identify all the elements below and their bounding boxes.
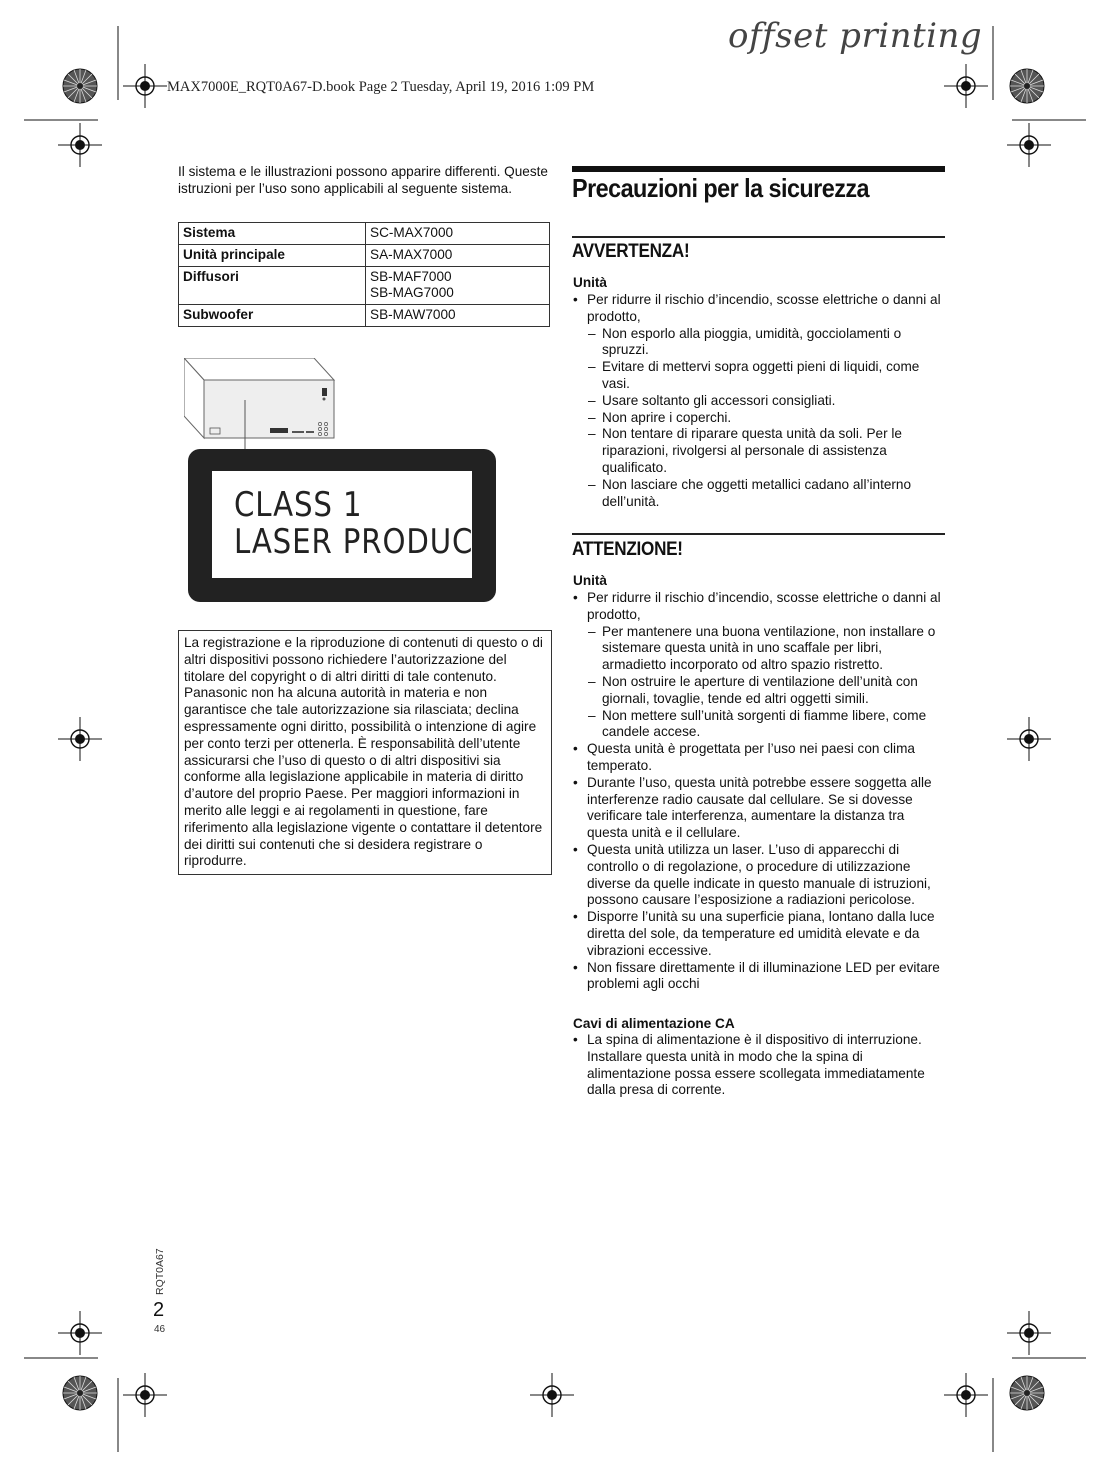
- list-item: • Durante l’uso, questa unità potrebbe essere soggetta alle interferenze radio causate dal cellulare. Se si dovesse verificare tale interferenza, aumentare la distanza tra questa unità e il cellulare.: [573, 775, 945, 842]
- caution-list: [573, 590, 945, 993]
- list-item: • La spina di alimentazione è il dispositivo di interruzione. Installare questa unità in modo che la spina di alimentazione possa essere scollegata immediatamente dalla presa di corrente.: [573, 1032, 945, 1099]
- table-key: Unità principale: [179, 245, 366, 267]
- divider: [572, 533, 945, 535]
- list-item: • Questa unità utilizza un laser. L’uso di apparecchi di controllo o di regolazione, o procedure di utilizzazione diverse da quelle indicate in questo manuale di istruzioni, possono causare l’esposizione a radiazioni pericolose.: [573, 842, 945, 909]
- ac-cable-list: [573, 1032, 945, 1099]
- file-info-line: MAX7000E_RQT0A67-D.book Page 2 Tuesday, April 19, 2016 1:09 PM: [167, 79, 595, 95]
- list-item: – Non lasciare che oggetti metallici cadano all’interno dell’unità.: [573, 477, 945, 511]
- intro-paragraph: Il sistema e le illustrazioni possono apparire differenti. Queste istruzioni per l’uso sono applicabili al seguente sistema.: [178, 164, 548, 196]
- device-illustration: [184, 358, 344, 458]
- list-item: – Non tentare di riparare questa unità da soli. Per le riparazioni, rivolgersi al personale di assistenza qualificato.: [573, 426, 945, 476]
- page-title: Precauzioni per la sicurezza: [572, 173, 870, 203]
- sub-page-number: 46: [154, 1324, 166, 1335]
- table-value: SA-MAX7000: [366, 245, 550, 267]
- caution-subheading: Unità: [573, 573, 607, 588]
- table-key: Subwoofer: [179, 305, 366, 327]
- list-item: – Non aprire i coperchi.: [573, 410, 945, 427]
- table-row: [179, 267, 550, 305]
- list-item: • Disporre l’unità su una superficie piana, lontano dalla luce diretta del sole, da temperature ed umidità elevate e da vibrazioni eccessive.: [573, 909, 945, 959]
- warning-heading: AVVERTENZA!: [572, 241, 690, 262]
- list-item: • Per ridurre il rischio d’incendio, scosse elettriche o danni al prodotto,: [573, 292, 945, 326]
- laser-label: [188, 449, 496, 602]
- offset-printing-label: offset printing: [728, 16, 983, 56]
- list-item: – Non mettere sull’unità sorgenti di fiamme libere, come candele accese.: [573, 708, 945, 742]
- table-key: Diffusori: [179, 267, 366, 305]
- warning-list: [573, 292, 945, 510]
- list-item: – Per mantenere una buona ventilazione, non installare o sistemare questa unità in uno scaffale per libri, armadietto incorporato od altro spazio ristretto.: [573, 624, 945, 674]
- divider: [572, 236, 945, 238]
- table-value: SB-MAW7000: [366, 305, 550, 327]
- title-bar: [572, 166, 945, 172]
- system-table: [178, 222, 550, 327]
- list-item: • Questa unità è progettata per l’uso nei paesi con clima temperato.: [573, 741, 945, 775]
- list-item: – Non ostruire le aperture di ventilazione dell’unità con giornali, tovaglie, tende ed altri oggetti simili.: [573, 674, 945, 708]
- list-item: • Per ridurre il rischio d’incendio, scosse elettriche o danni al prodotto,: [573, 590, 945, 624]
- laser-label-inner: [212, 471, 492, 578]
- list-item: – Non esporlo alla pioggia, umidità, gocciolamenti o spruzzi.: [573, 326, 945, 360]
- list-item: • Non fissare direttamente il di illuminazione LED per evitare problemi agli occhi: [573, 960, 945, 994]
- table-row: [179, 223, 550, 245]
- warning-subheading: Unità: [573, 275, 607, 290]
- table-value: SC-MAX7000: [366, 223, 550, 245]
- list-item: – Usare soltanto gli accessori consigliati.: [573, 393, 945, 410]
- caution-heading: ATTENZIONE!: [572, 539, 683, 560]
- list-item: – Evitare di mettervi sopra oggetti pieni di liquidi, come vasi.: [573, 359, 945, 393]
- copyright-note: La registrazione e la riproduzione di contenuti di questo o di altri dispositivi possono richiedere l’autorizzazione del titolare del copyright o di altri diritti di tale contenuto. Panasonic non ha alcuna autorità in materia e non garantisce che tale autorizzazione sia rilasciata; declina espressamente ogni diritto, possibilità o intenzione di agire per conto terzi per ottenerla. È responsabilità dell’utente assicurarsi che l’uso di questo o di altri dispositivi sia conforme alla legislazione applicabile in materia di diritto d’autore del proprio Paese. Per maggiori informazioni in merito alle leggi e ai regolamenti in questione, fare riferimento alla legislazione vigente o contattare il detentore dei diritti sui contenuti che si desidera registrare o riprodurre.: [178, 630, 552, 875]
- ac-cable-subheading: Cavi di alimentazione CA: [573, 1016, 735, 1031]
- laser-label-text: CLASS 1 LASER PRODUCT: [234, 485, 492, 562]
- table-key: Sistema: [179, 223, 366, 245]
- table-row: [179, 245, 550, 267]
- doc-code: RQT0A67: [154, 1248, 166, 1295]
- table-row: [179, 305, 550, 327]
- page-number: 2: [153, 1299, 165, 1321]
- table-value: SB-MAF7000 SB-MAG7000: [366, 267, 550, 305]
